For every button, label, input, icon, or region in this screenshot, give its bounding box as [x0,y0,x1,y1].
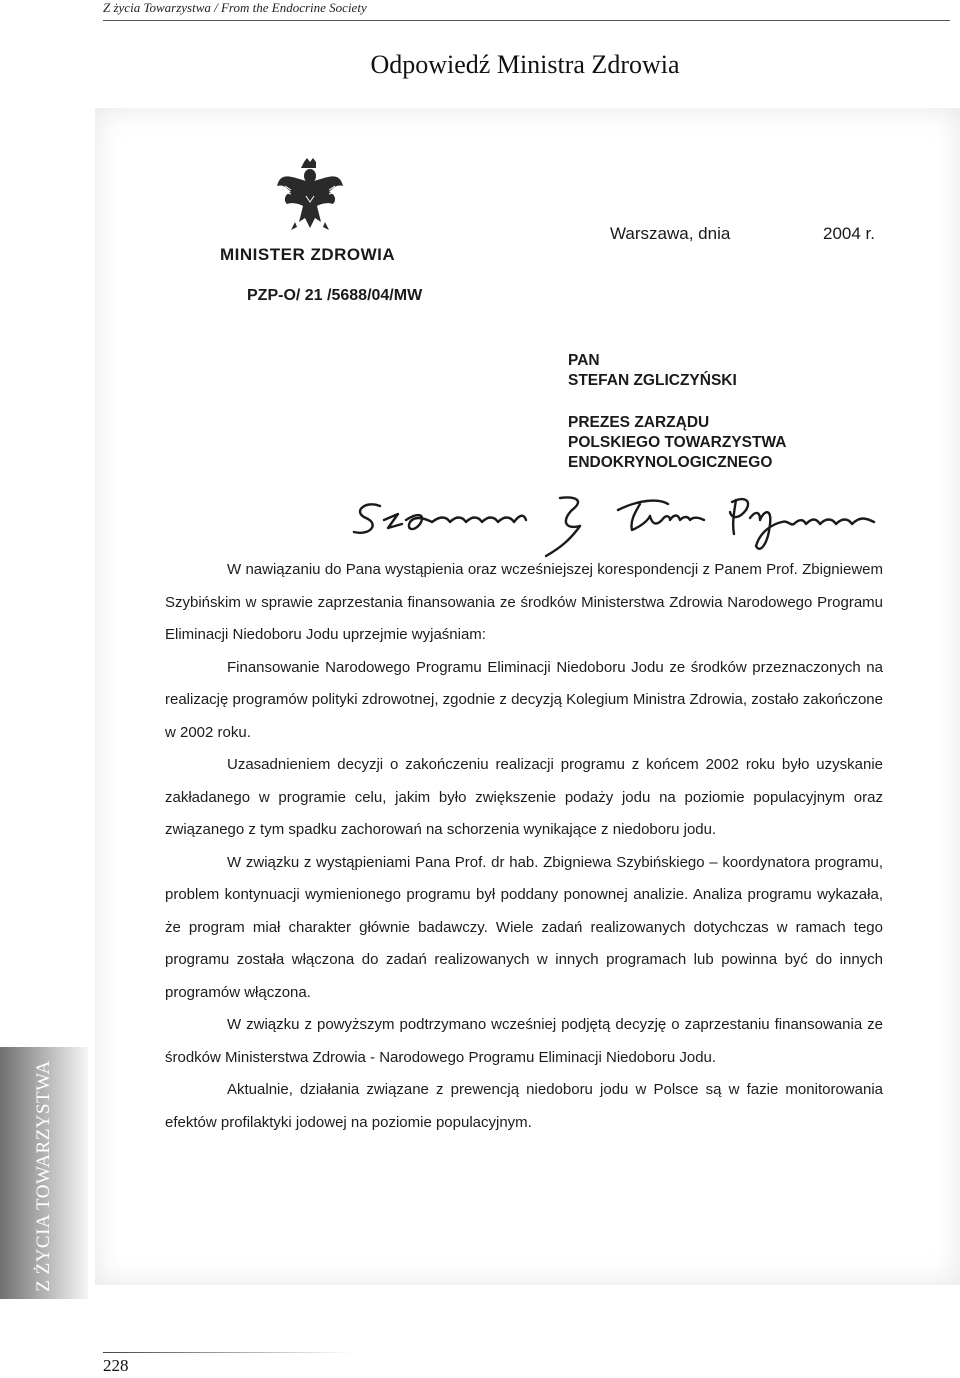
section-sidebar-label: Z ŻYCIA TOWARZYSTWA [33,1060,54,1292]
header-rule [103,20,950,21]
page-number: 228 [103,1356,129,1375]
issuer: MINISTER ZDROWIA [220,245,396,264]
organization-line: PREZES ZARZĄDU [568,414,710,431]
polish-eagle-emblem [273,156,347,236]
paragraph: Finansowanie Narodowego Programu Eliminacji Niedoboru Jodu ze środków przeznaczonych na realizację programów polityki zdrowotnej, zgodnie z decyzją Kolegium Ministra Zdrowia, zostało zakończone w 2002 roku. [165,658,883,741]
scanned-letter [95,108,960,1285]
paragraph: W nawiązaniu do Pana wystąpienia oraz wcześniejszej korespondencji z Panem Prof. Zbigniewem Szybińskim w sprawie zaprzestania finansowania ze środków Ministerstwa Zdrowia Narodowego Programu Eliminacji Niedoboru Jodu uprzejmie wyjaśniam: [165,561,883,643]
recipient-block [568,351,737,391]
recipient-line: PAN [568,352,600,369]
running-header: Z życia Towarzystwa / From the Endocrine Society [103,0,367,15]
footer-rule [103,1352,353,1353]
letter-year: 2004 r. [823,224,875,243]
paragraph: Uzasadnieniem decyzji o zakończeniu realizacji programu z końcem 2002 roku było uzyskanie zakładanego w programie celu, jakim było zwiększenie podaży jodu na poziomie populacyjnym oraz związanego z tym spadku zachorowań na schorzenia wynikające z niedoboru jodu. [165,756,883,838]
organization-line: POLSKIEGO TOWARZYSTWA [568,434,787,451]
paragraph: Aktualnie, działania związane z prewencją niedoboru jodu w Polsce są w fazie monitorowania efektów profilaktyki jodowej na poziomie populacyjnym. [165,1081,883,1131]
organization-block [568,413,786,473]
handwritten-salutation [350,490,960,560]
letter-body [165,554,883,1139]
place-date: Warszawa, dnia [610,224,731,243]
article-title: Odpowiedź Ministra Zdrowia [370,50,680,79]
reference-number: PZP-O/ 21 /5688/04/MW [247,287,423,304]
recipient-line: STEFAN ZGLICZYŃSKI [568,372,737,389]
paragraph: W związku z wystąpieniami Pana Prof. dr hab. Zbigniewa Szybińskiego – koordynatora programu, problem kontynuacji wymienionego programu był poddany ponownej analizie. Analiza programu wykazała, że program miał charakter głównie badawczy. Wiele zadań realizowanych dotychczas w ramach tego programu została włączona do zadań realizowanych w innych programach lub powinna być do innych programów włączona. [165,853,883,1001]
paragraph: W związku z powyższym podtrzymano wcześniej podjętą decyzję o zaprzestaniu finansowania ze środków Ministerstwa Zdrowia - Narodowego Programu Eliminacji Niedoboru Jodu. [165,1016,883,1066]
organization-line: ENDOKRYNOLOGICZNEGO [568,454,773,471]
